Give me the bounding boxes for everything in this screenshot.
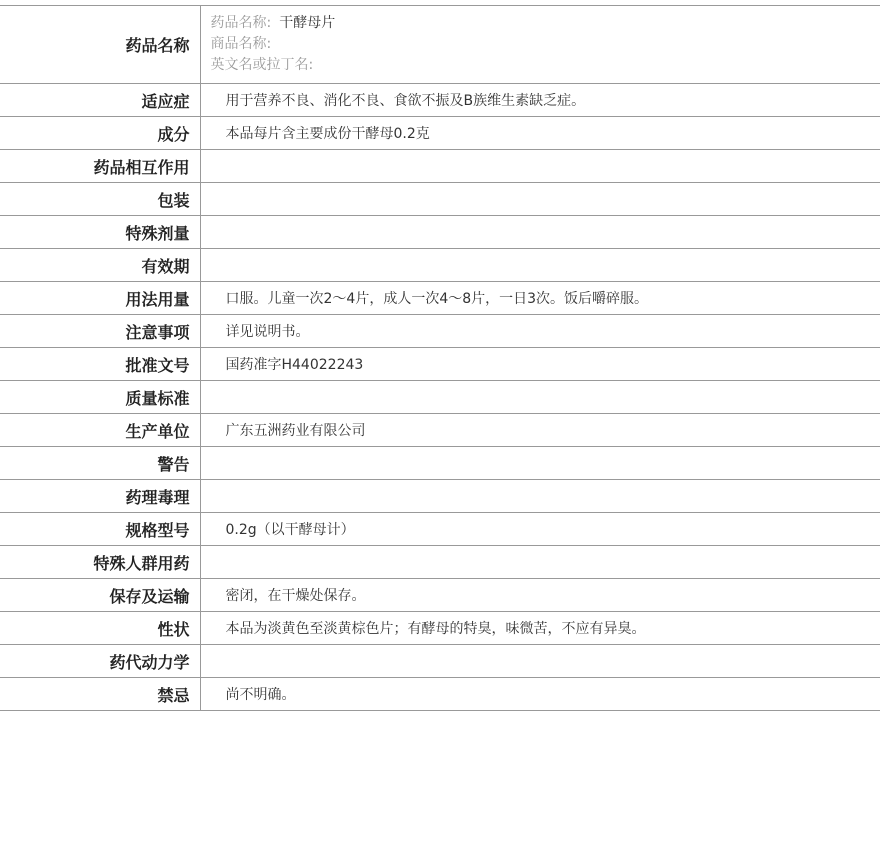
packaging-row [0, 183, 880, 216]
row-label: 警告 [0, 447, 200, 480]
row-label: 批准文号 [0, 348, 200, 381]
drug-info-table [0, 5, 880, 711]
manufacturer-row [0, 414, 880, 447]
row-value: 国药准字H44022243 [200, 348, 880, 381]
drug-name-details [200, 6, 880, 84]
row-label: 成分 [0, 117, 200, 150]
row-value [200, 150, 880, 183]
row-value [200, 183, 880, 216]
specification-row [0, 513, 880, 546]
row-label: 特殊剂量 [0, 216, 200, 249]
latin-name-key: 英文名或拉丁名: [210, 57, 314, 73]
row-label: 性状 [0, 612, 200, 645]
trade-name-key: 商品名称: [210, 36, 272, 52]
row-value: 口服。儿童一次2～4片，成人一次4～8片，一日3次。饭后嚼碎服。 [200, 282, 880, 315]
row-label: 药代动力学 [0, 645, 200, 678]
generic-name-value: 干酵母片 [279, 15, 336, 31]
approval-number-row [0, 348, 880, 381]
row-value: 广东五洲药业有限公司 [200, 414, 880, 447]
row-value [200, 480, 880, 513]
row-value [200, 546, 880, 579]
pharmacology-row [0, 480, 880, 513]
generic-name-line [211, 13, 880, 34]
row-value [200, 216, 880, 249]
contraindications-row [0, 678, 880, 711]
row-value [200, 447, 880, 480]
drug-name-row [0, 6, 880, 84]
row-value: 本品为淡黄色至淡黄棕色片；有酵母的特臭，味微苦，不应有异臭。 [200, 612, 880, 645]
row-label: 用法用量 [0, 282, 200, 315]
indications-row [0, 84, 880, 117]
row-label: 禁忌 [0, 678, 200, 711]
row-value: 用于营养不良、消化不良、食欲不振及B族维生素缺乏症。 [200, 84, 880, 117]
row-label: 有效期 [0, 249, 200, 282]
usage-dosage-row [0, 282, 880, 315]
row-value: 本品每片含主要成份干酵母0.2克 [200, 117, 880, 150]
row-label: 生产单位 [0, 414, 200, 447]
quality-standard-row [0, 381, 880, 414]
row-value [200, 645, 880, 678]
trade-name-line [211, 34, 880, 55]
ingredients-row [0, 117, 880, 150]
special-population-row [0, 546, 880, 579]
row-label: 药理毒理 [0, 480, 200, 513]
row-label: 包装 [0, 183, 200, 216]
row-value [200, 249, 880, 282]
storage-row [0, 579, 880, 612]
row-value: 密闭，在干燥处保存。 [200, 579, 880, 612]
appearance-row [0, 612, 880, 645]
precautions-row [0, 315, 880, 348]
row-label: 特殊人群用药 [0, 546, 200, 579]
shelf-life-row [0, 249, 880, 282]
interactions-row [0, 150, 880, 183]
pharmacokinetics-row [0, 645, 880, 678]
drug-name-label: 药品名称 [0, 6, 200, 84]
row-value: 0.2g（以干酵母计） [200, 513, 880, 546]
special-dosage-row [0, 216, 880, 249]
row-value: 尚不明确。 [200, 678, 880, 711]
latin-name-line [211, 55, 880, 76]
row-label: 适应症 [0, 84, 200, 117]
row-label: 质量标准 [0, 381, 200, 414]
row-label: 保存及运输 [0, 579, 200, 612]
row-value [200, 381, 880, 414]
row-label: 注意事项 [0, 315, 200, 348]
row-value: 详见说明书。 [200, 315, 880, 348]
generic-name-key: 药品名称: [210, 15, 272, 31]
row-label: 药品相互作用 [0, 150, 200, 183]
warning-row [0, 447, 880, 480]
row-label: 规格型号 [0, 513, 200, 546]
